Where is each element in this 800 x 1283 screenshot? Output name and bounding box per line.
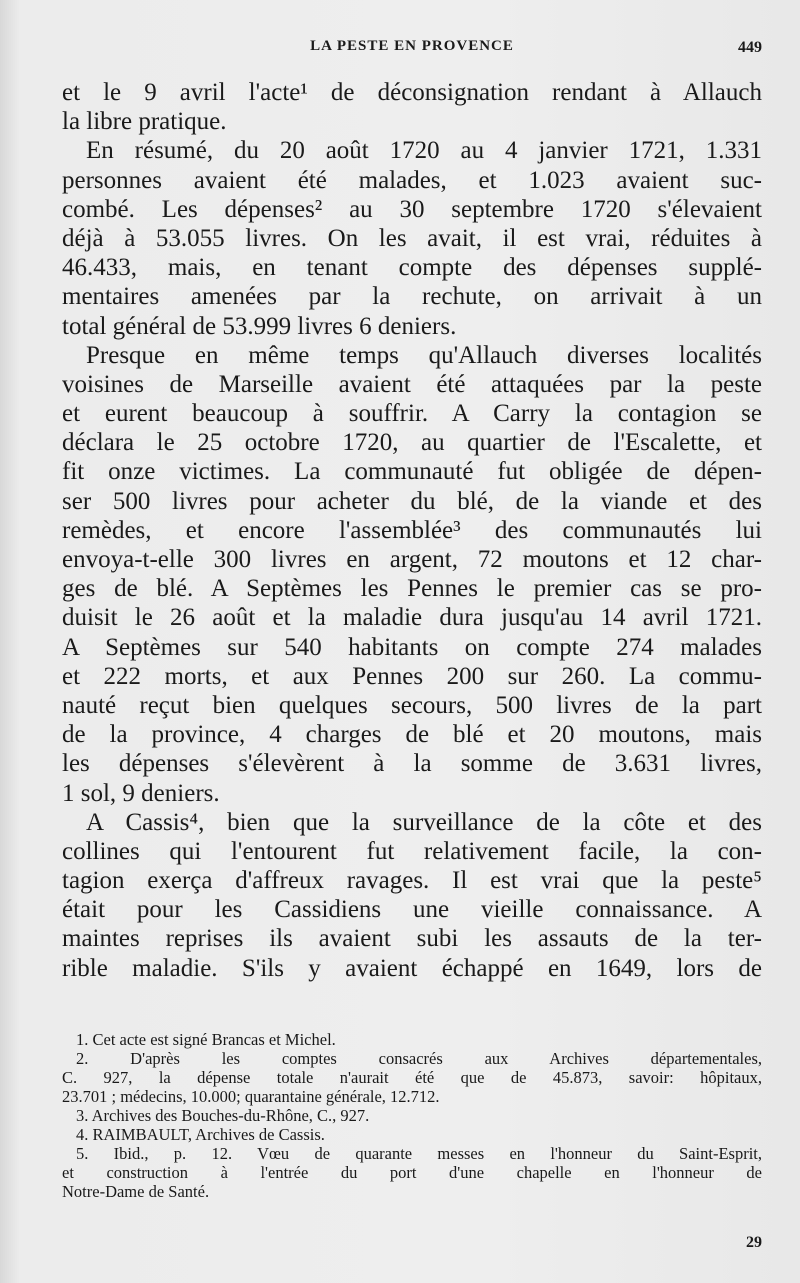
- text-line: remèdes, et encore l'assemblée³ des communautés lui: [62, 516, 762, 544]
- text-line: et le 9 avril l'acte¹ de déconsignation rendant à Allauch: [62, 79, 762, 106]
- text-line: de la province, 4 charges de blé et 20 moutons, mais: [62, 721, 762, 749]
- footnote-line: C. 927, la dépense totale n'aurait été que de 45.873, savoir: hôpitaux,: [62, 1068, 762, 1087]
- page-number: 449: [738, 39, 762, 56]
- text-line: rible maladie. S'ils y avaient échappé en 1649, lors de: [62, 954, 762, 982]
- text-line: personnes avaient été malades, et 1.023 avaient suc-: [62, 166, 762, 194]
- text-line: tagion exerça d'affreux ravages. Il est vrai que la peste⁵: [62, 867, 762, 895]
- text-line: et 222 morts, et aux Pennes 200 sur 260. La commu-: [62, 662, 762, 690]
- footnote-line: 5. Ibid., p. 12. Vœu de quarante messes en l'honneur du Saint-Esprit,: [76, 1144, 762, 1163]
- text-line: envoya-t-elle 300 livres en argent, 72 moutons et 12 char-: [62, 546, 762, 573]
- text-line: mentaires amenées par la rechute, on arrivait à un: [62, 283, 762, 311]
- footnotes: [62, 1030, 762, 1201]
- footnote-line: Notre-Dame de Santé.: [62, 1182, 210, 1201]
- text-line: voisines de Marseille avaient été attaquées par la peste: [62, 370, 762, 398]
- text-line: déjà à 53.055 livres. On les avait, il est vrai, réduites à: [62, 224, 762, 252]
- text-line: Presque en même temps qu'Allauch diverses localités: [86, 341, 762, 369]
- text-line: total général de 53.999 livres 6 deniers.: [62, 312, 457, 340]
- text-line: déclara le 25 octobre 1720, au quartier de l'Escalette, et: [62, 429, 762, 457]
- text-line: ser 500 livres pour acheter du blé, de la viande et des: [62, 487, 762, 515]
- text-line: la libre pratique.: [62, 108, 227, 136]
- text-line: nauté reçut bien quelques secours, 500 livres de la part: [62, 691, 762, 719]
- running-head: [62, 38, 762, 60]
- footnote-separator: [60, 1018, 762, 1019]
- text-line: 46.433, mais, en tenant compte des dépenses supplé-: [62, 254, 762, 282]
- text-line: était pour les Cassidiens une vieille connaissance. A: [62, 896, 762, 924]
- text-line: duisit le 26 août et la maladie dura jusqu'au 14 avril 1721.: [62, 604, 762, 632]
- footnote-line: 3. Archives des Bouches-du-Rhône, C., 927.: [76, 1106, 370, 1125]
- footnote-line: 2. D'après les comptes consacrés aux Archives départementales,: [76, 1049, 762, 1068]
- footnote-line: 23.701 ; médecins, 10.000; quarantaine générale, 12.712.: [62, 1087, 440, 1106]
- footnote-line: 1. Cet acte est signé Brancas et Michel.: [76, 1030, 336, 1049]
- text-line: En résumé, du 20 août 1720 au 4 janvier 1721, 1.331: [86, 137, 762, 165]
- footnote-line: 4. RAIMBAULT, Archives de Cassis.: [76, 1125, 325, 1144]
- text-line: collines qui l'entourent fut relativement facile, la con-: [62, 837, 762, 865]
- footnote-line: et construction à l'entrée du port d'une chapelle en l'honneur de: [62, 1163, 762, 1182]
- text-line: A Septèmes sur 540 habitants on compte 274 malades: [62, 633, 762, 661]
- signature-mark: 29: [746, 1234, 762, 1251]
- text-line: les dépenses s'élevèrent à la somme de 3.631 livres,: [62, 750, 762, 778]
- text-line: et eurent beaucoup à souffrir. A Carry la contagion se: [62, 400, 762, 428]
- text-line: combé. Les dépenses² au 30 septembre 1720 s'élevaient: [62, 195, 762, 223]
- text-line: 1 sol, 9 deniers.: [62, 779, 220, 807]
- text-line: A Cassis⁴, bien que la surveillance de la côte et des: [86, 808, 762, 836]
- text-line: maintes reprises ils avaient subi les assauts de la ter-: [62, 925, 762, 953]
- body-text: [62, 78, 762, 983]
- text-line: fit onze victimes. La communauté fut obligée de dépen-: [62, 458, 762, 486]
- text-line: ges de blé. A Septèmes les Pennes le premier cas se pro-: [62, 575, 762, 603]
- running-title: LA PESTE EN PROVENCE: [310, 38, 514, 54]
